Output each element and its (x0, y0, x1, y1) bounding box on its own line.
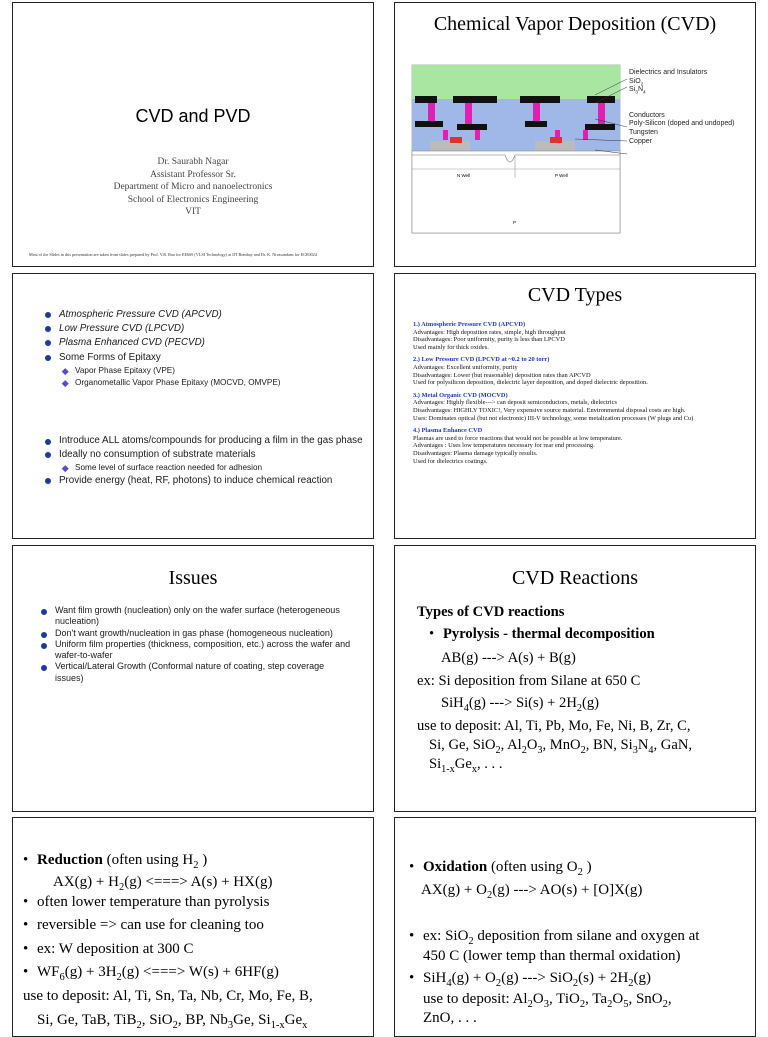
oxidation-silane-equation: • $SiH_4(g) + O_2(g)$ ---> $SiO_2(s) + 2H_2(g)$ (409, 970, 652, 989)
list-item: Vertical/Lateral Growth (Conformal nature of coating, step coverage issues) (39, 661, 355, 684)
list-item: Low Pressure CVD (LPCVD) (43, 322, 363, 336)
author-institute: VIT (185, 207, 201, 217)
cvd-types-body (413, 321, 745, 470)
list-item: Ideally no consumption of substrate materials (43, 448, 363, 462)
author-department: Department of Micro and nanoelectronics (113, 182, 273, 192)
oxidation-bullet: • Oxidation (often using $O_2$ ) (409, 859, 592, 878)
slide-title (12, 2, 374, 267)
author-position: Assistant Professor Sr. (150, 169, 236, 180)
legend-si3n4: $Si_3N_4$ (629, 86, 646, 96)
slide-cvd-methods (12, 273, 374, 539)
legend-dielectrics: Dielectrics and Insulators (629, 69, 708, 76)
slide-heading: Issues (168, 567, 218, 589)
slide-heading: CVD Reactions (511, 567, 639, 589)
slide-reduction (12, 817, 374, 1037)
silane-example: ex: Si deposition from Silane at 650 C (417, 673, 641, 689)
author-block (13, 156, 373, 219)
list-subitem: Vapor Phase Epitaxy (VPE) (43, 365, 363, 378)
cvd-type-block: 3.) Metal Organic CVD (MOCVD) Advantages: Highly flexible---> can deposit semiconductors, metals, dielectrics Disadvantages: HIGHLY TOXIC!, Very expensive source material. Environmental disposal costs are high. Uses: Dominates optical (but not electronic) III-V technology, some metalization processes (W plugs and Cu) (413, 391, 694, 422)
author-school: School of Electronics Engineering (127, 194, 259, 205)
list-subitem: Some level of surface reaction needed for adhesion (43, 462, 363, 475)
list-item: Don't want growth/nucleation in gas phase (homogeneous nucleation) (39, 628, 355, 639)
legend-poly: Poly-Silicon (doped and undoped) (629, 120, 735, 128)
oxidation-body (409, 856, 751, 1030)
reduction-equation: $AX(g) + H_2(g)$ <===> A(s) + HX(g) (53, 873, 273, 893)
legend-conductors: Conductors (629, 111, 665, 119)
legend-copper: Copper (629, 137, 652, 145)
issues-list (39, 605, 355, 684)
slide-issues (12, 545, 374, 812)
n-well-label: N Well (457, 173, 471, 178)
deposit-materials-cont2: $Si_{1-x}Ge_x$, . . . (429, 756, 503, 775)
p-well-label: P Well (555, 173, 568, 178)
diagram-legend (629, 69, 734, 146)
oxidation-equation: $AX(g) + O_2(g)$ ---> AO(s) + [O]X(g) (421, 881, 643, 901)
deposit-materials: use to deposit: Al, Ti, Pb, Mo, Fe, Ni, B, Zr, C, (417, 718, 691, 734)
slide-cvd-diagram (394, 2, 756, 267)
slide-title-text: CVD and PVD (135, 106, 251, 126)
list-subitem: Organometallic Vapor Phase Epitaxy (MOCVD, OMVPE) (43, 377, 363, 390)
author-name: Dr. Saurabh Nagar (157, 157, 229, 167)
list-item: Provide energy (heat, RF, photons) to induce chemical reaction (43, 474, 363, 488)
reduction-body (23, 849, 369, 1032)
cvd-type-block: 4.) Plasma Enhance CVD Plasmas are used to force reactions that would not be possible at low temperature. Advantages : Uses low temperatures necessary for rear end processing. Disadvantages: Plasma damage typically results. Used for dielectrics coatings. (413, 427, 623, 465)
reactions-body (417, 603, 747, 774)
slide-cvd-reactions (394, 545, 756, 812)
methods-list (43, 308, 363, 390)
cvd-type-block: 2.) Low Pressure CVD (LPCVD at ~0.2 to 20 torr) Advantages: Excellent uniformity, purity Disadvantages: Lower (but reasonable) deposition rates than APCVD Used for polysilicon deposition, dielectric layer deposition, and doped dielectric deposition. (413, 356, 648, 387)
deposit-materials-cont: Si, Ge, SiO$_2$, $Al_2O_3$, MnO$_2$, BN, $Si_3N_4$, GaN, (429, 737, 693, 756)
tungsten-equation: • $WF_6(g) + 3H_2(g)$ <===> W(s) + 6HF(g) (23, 964, 279, 984)
silane-oxygen-example: • ex: SiO$_2$ deposition from silane and oxygen at (409, 928, 700, 947)
deposit-materials-cont: ZnO, . . . (423, 1010, 477, 1026)
cvd-type-block: 1.) Atmospheric Pressure CVD (APCVD) Advantages: High deposition rates, simple, high throughput Disadvantages: Poor uniformity, purity is less than LPCVD Used mainly for thick oxides. (413, 321, 566, 351)
pyrolysis-equation: AB(g) ---> A(s) + B(g) (441, 650, 576, 666)
list-item: Want film growth (nucleation) only on the wafer surface (heterogeneous nucleation) (39, 605, 355, 628)
deposit-materials: use to deposit: Al, Ti, Sn, Ta, Nb, Cr, Mo, Fe, B, (23, 987, 313, 1004)
list-item: • ex: W deposition at 300 C (23, 940, 194, 957)
reduction-bullet: • Reduction (often using $H_2$ ) (23, 852, 208, 871)
slide-cvd-types (394, 273, 756, 539)
silane-oxygen-example-cont: 450 C (lower temp than thermal oxidation) (423, 947, 681, 964)
legend-sio2: SiO$_2$ (629, 77, 644, 87)
deposit-materials-cont: Si, Ge, TaB, TiB$_2$, SiO$_2$, BP, $Nb_3Ge$, $Si_{1-x}Ge_x$ (37, 1011, 308, 1031)
list-item: Some Forms of Epitaxy (43, 351, 363, 365)
principles-list (43, 435, 363, 488)
substrate-label: P (513, 220, 517, 225)
list-item: Introduce ALL atoms/compounds for producing a film in the gas phase (43, 435, 363, 448)
slide-oxidation (394, 817, 756, 1037)
deposit-materials: use to deposit: $Al_2O_3$, TiO$_2$, $Ta_2O_5$, SnO$_2$, (423, 990, 672, 1010)
slide-heading: Chemical Vapor Deposition (CVD) (433, 13, 717, 35)
list-item: Plasma Enhanced CVD (PECVD) (43, 336, 363, 350)
pyrolysis-bullet: • Pyrolysis - thermal decomposition (429, 626, 655, 642)
list-item: • reversible => can use for cleaning too (23, 917, 264, 934)
list-item: • often lower temperature than pyrolysis (23, 893, 270, 910)
list-item: Atmospheric Pressure CVD (APCVD) (43, 308, 363, 322)
slide-footnote: Most of the Slides in this presentation are taken from slides prepared by Prof. V.R. Rao for EE669 (VLSI Technology) at IIT Bombay and Dr. K. Nivasandans for ECE0024 (29, 252, 317, 257)
slide-heading: CVD Types (527, 284, 623, 306)
reactions-subheading: Types of CVD reactions (417, 604, 565, 620)
list-item: Uniform film properties (thickness, composition, etc.) across the wafer and wafer-to-wafer (39, 639, 355, 662)
legend-tungsten: Tungsten (629, 128, 658, 136)
silane-equation: SiH$_4$(g) ---> $Si(s) + 2H_2(g)$ (441, 695, 600, 714)
